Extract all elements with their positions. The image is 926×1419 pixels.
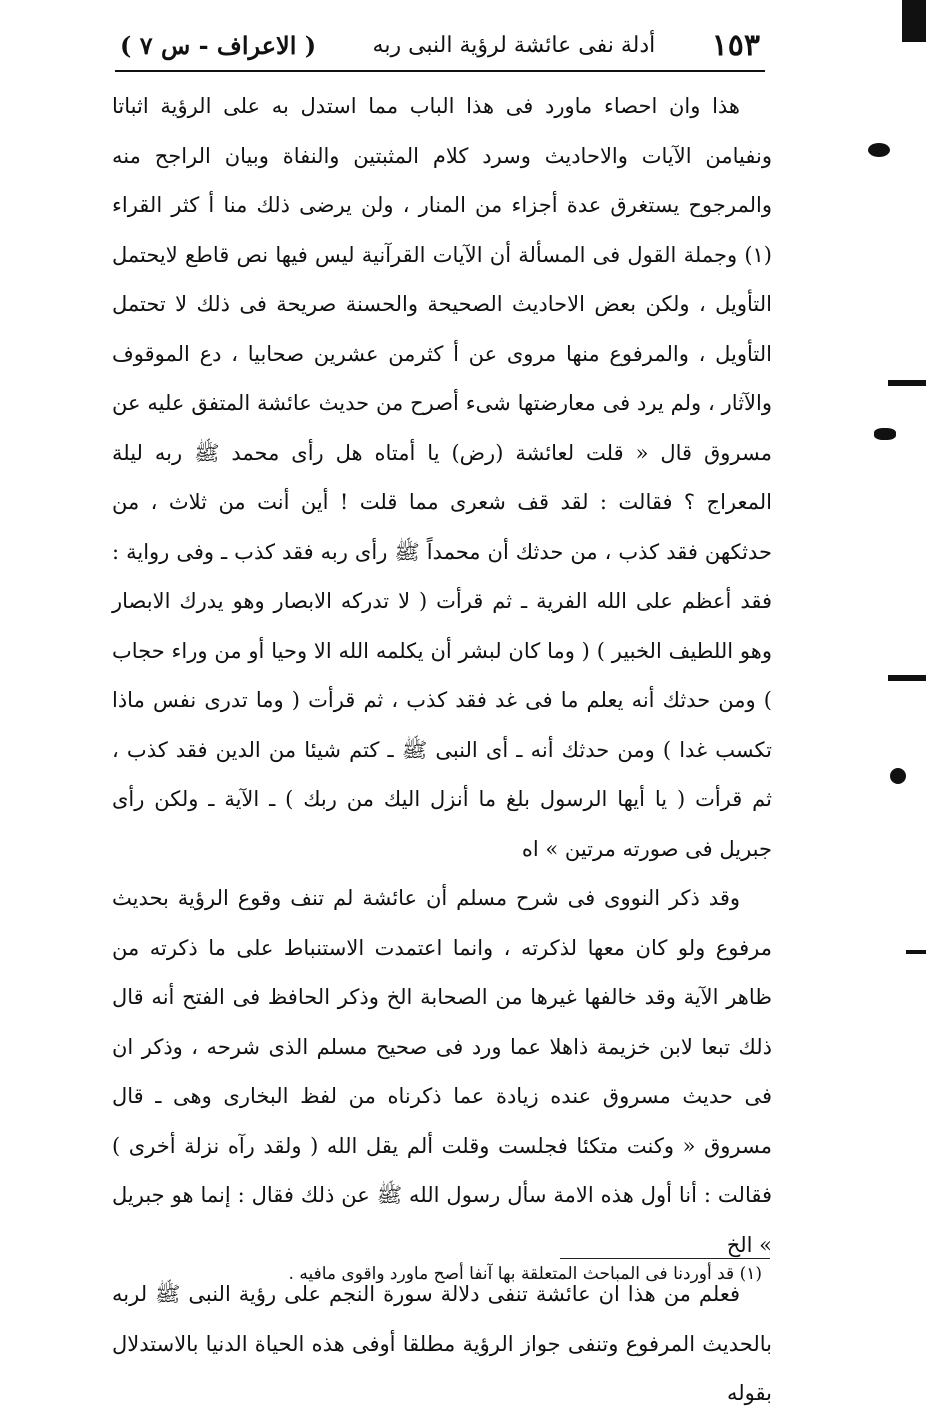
scan-mark xyxy=(906,950,926,954)
scan-mark xyxy=(888,380,926,386)
paragraph-3: فعلم من هذا ان عائشة تنفى دلالة سورة النجم على رؤية النبى ﷺ لربه بالحديث المرفوع وتنفى جواز الرؤية مطلقا أوفى هذه الحياة الدنيا بالاستدلال بقوله xyxy=(112,1282,772,1405)
scan-mark xyxy=(890,768,906,784)
page-number: ١٥٣ xyxy=(711,27,760,63)
scan-mark xyxy=(888,675,926,681)
page-header xyxy=(120,22,760,68)
scan-mark xyxy=(902,0,926,42)
header-title: ( الاعراف - س ٧ ) xyxy=(120,30,317,60)
body-text xyxy=(112,82,772,1419)
footnote: (١) قد أوردنا فى المباحث المتعلقة بها آنفا أصح ماورد واقوى مافيه . xyxy=(288,1264,762,1284)
scan-mark xyxy=(868,143,890,157)
scan-mark xyxy=(874,428,896,440)
paragraph-1: هذا وان احصاء ماورد فى هذا الباب مما استدل به على الرؤية اثباتا ونفيامن الآيات والاحاديث وسرد كلام المثبتين والنفاة وبيان الراجح منه والمرجوح يستغرق عدة أجزاء من المنار ، ولن يرضى ذلك منا أ كثر القراء (١) وجملة القول فى المسألة أن الآيات القرآنية ليس فيها نص قاطع لايحتمل التأويل ، ولكن بعض الاحاديث الصحيحة والحسنة صريحة فى ذلك لا تحتمل التأويل ، والمرفوع منها مروى عن أ كثرمن عشرين صحابيا ، دع الموقوف والآثار ، ولم يرد فى معارضتها شىء أصرح من حديث عائشة المتفق عليه عن مسروق قال « قلت لعائشة (رض) يا أمتاه هل رأى محمد ﷺ ربه ليلة المعراج ؟ فقالت : لقد قف شعرى مما قلت ! أين أنت من ثلاث ، من حدثكهن فقد كذب ، من حدثك أن محمداً ﷺ رأى ربه فقد كذب ـ وفى رواية : فقد أعظم على الله الفرية ـ ثم قرأت ( لا تدركه الابصار وهو يدرك الابصار وهو اللطيف الخبير ) ( وما كان لبشر أن يكلمه الله الا وحيا أو من وراء حجاب ) ومن حدثك أنه يعلم ما فى غد فقد كذب ، ثم قرأت ( وما تدرى نفس ماذا تكسب غدا ) ومن حدثك أنه ـ أى النبى ﷺ ـ كتم شيئا من الدين فقد كذب ، ثم قرأت ( يا أيها الرسول بلغ ما أنزل اليك من ربك ) ـ الآية ـ ولكن رأى جبريل فى صورته مرتين » اه xyxy=(112,94,772,861)
header-rule xyxy=(115,70,765,72)
footnote-rule xyxy=(560,1258,770,1259)
paragraph-2: وقد ذكر النووى فى شرح مسلم أن عائشة لم تنف وقوع الرؤية بحديث مرفوع ولو كان معها لذكرته ، وانما اعتمدت الاستنباط على ما ذكرته من ظاهر الآية وقد خالفها غيرها من الصحابة الخ وذكر الحافظ فى الفتح أنه قال ذلك تبعا لابن خزيمة ذاهلا عما ورد فى صحيح مسلم الذى شرحه ، وذكر ان فى حديث مسروق عنده زيادة عما ذكرناه من لفظ البخارى وهى ـ قال مسروق « وكنت متكئا فجلست وقلت ألم يقل الله ( ولقد رآه نزلة أخرى ) فقالت : أنا أول هذه الامة سأل رسول الله ﷺ عن ذلك فقال : إنما هو جبريل » الخ xyxy=(112,886,772,1257)
header-topic: أدلة نفى عائشة لرؤية النبى ربه xyxy=(372,32,656,58)
